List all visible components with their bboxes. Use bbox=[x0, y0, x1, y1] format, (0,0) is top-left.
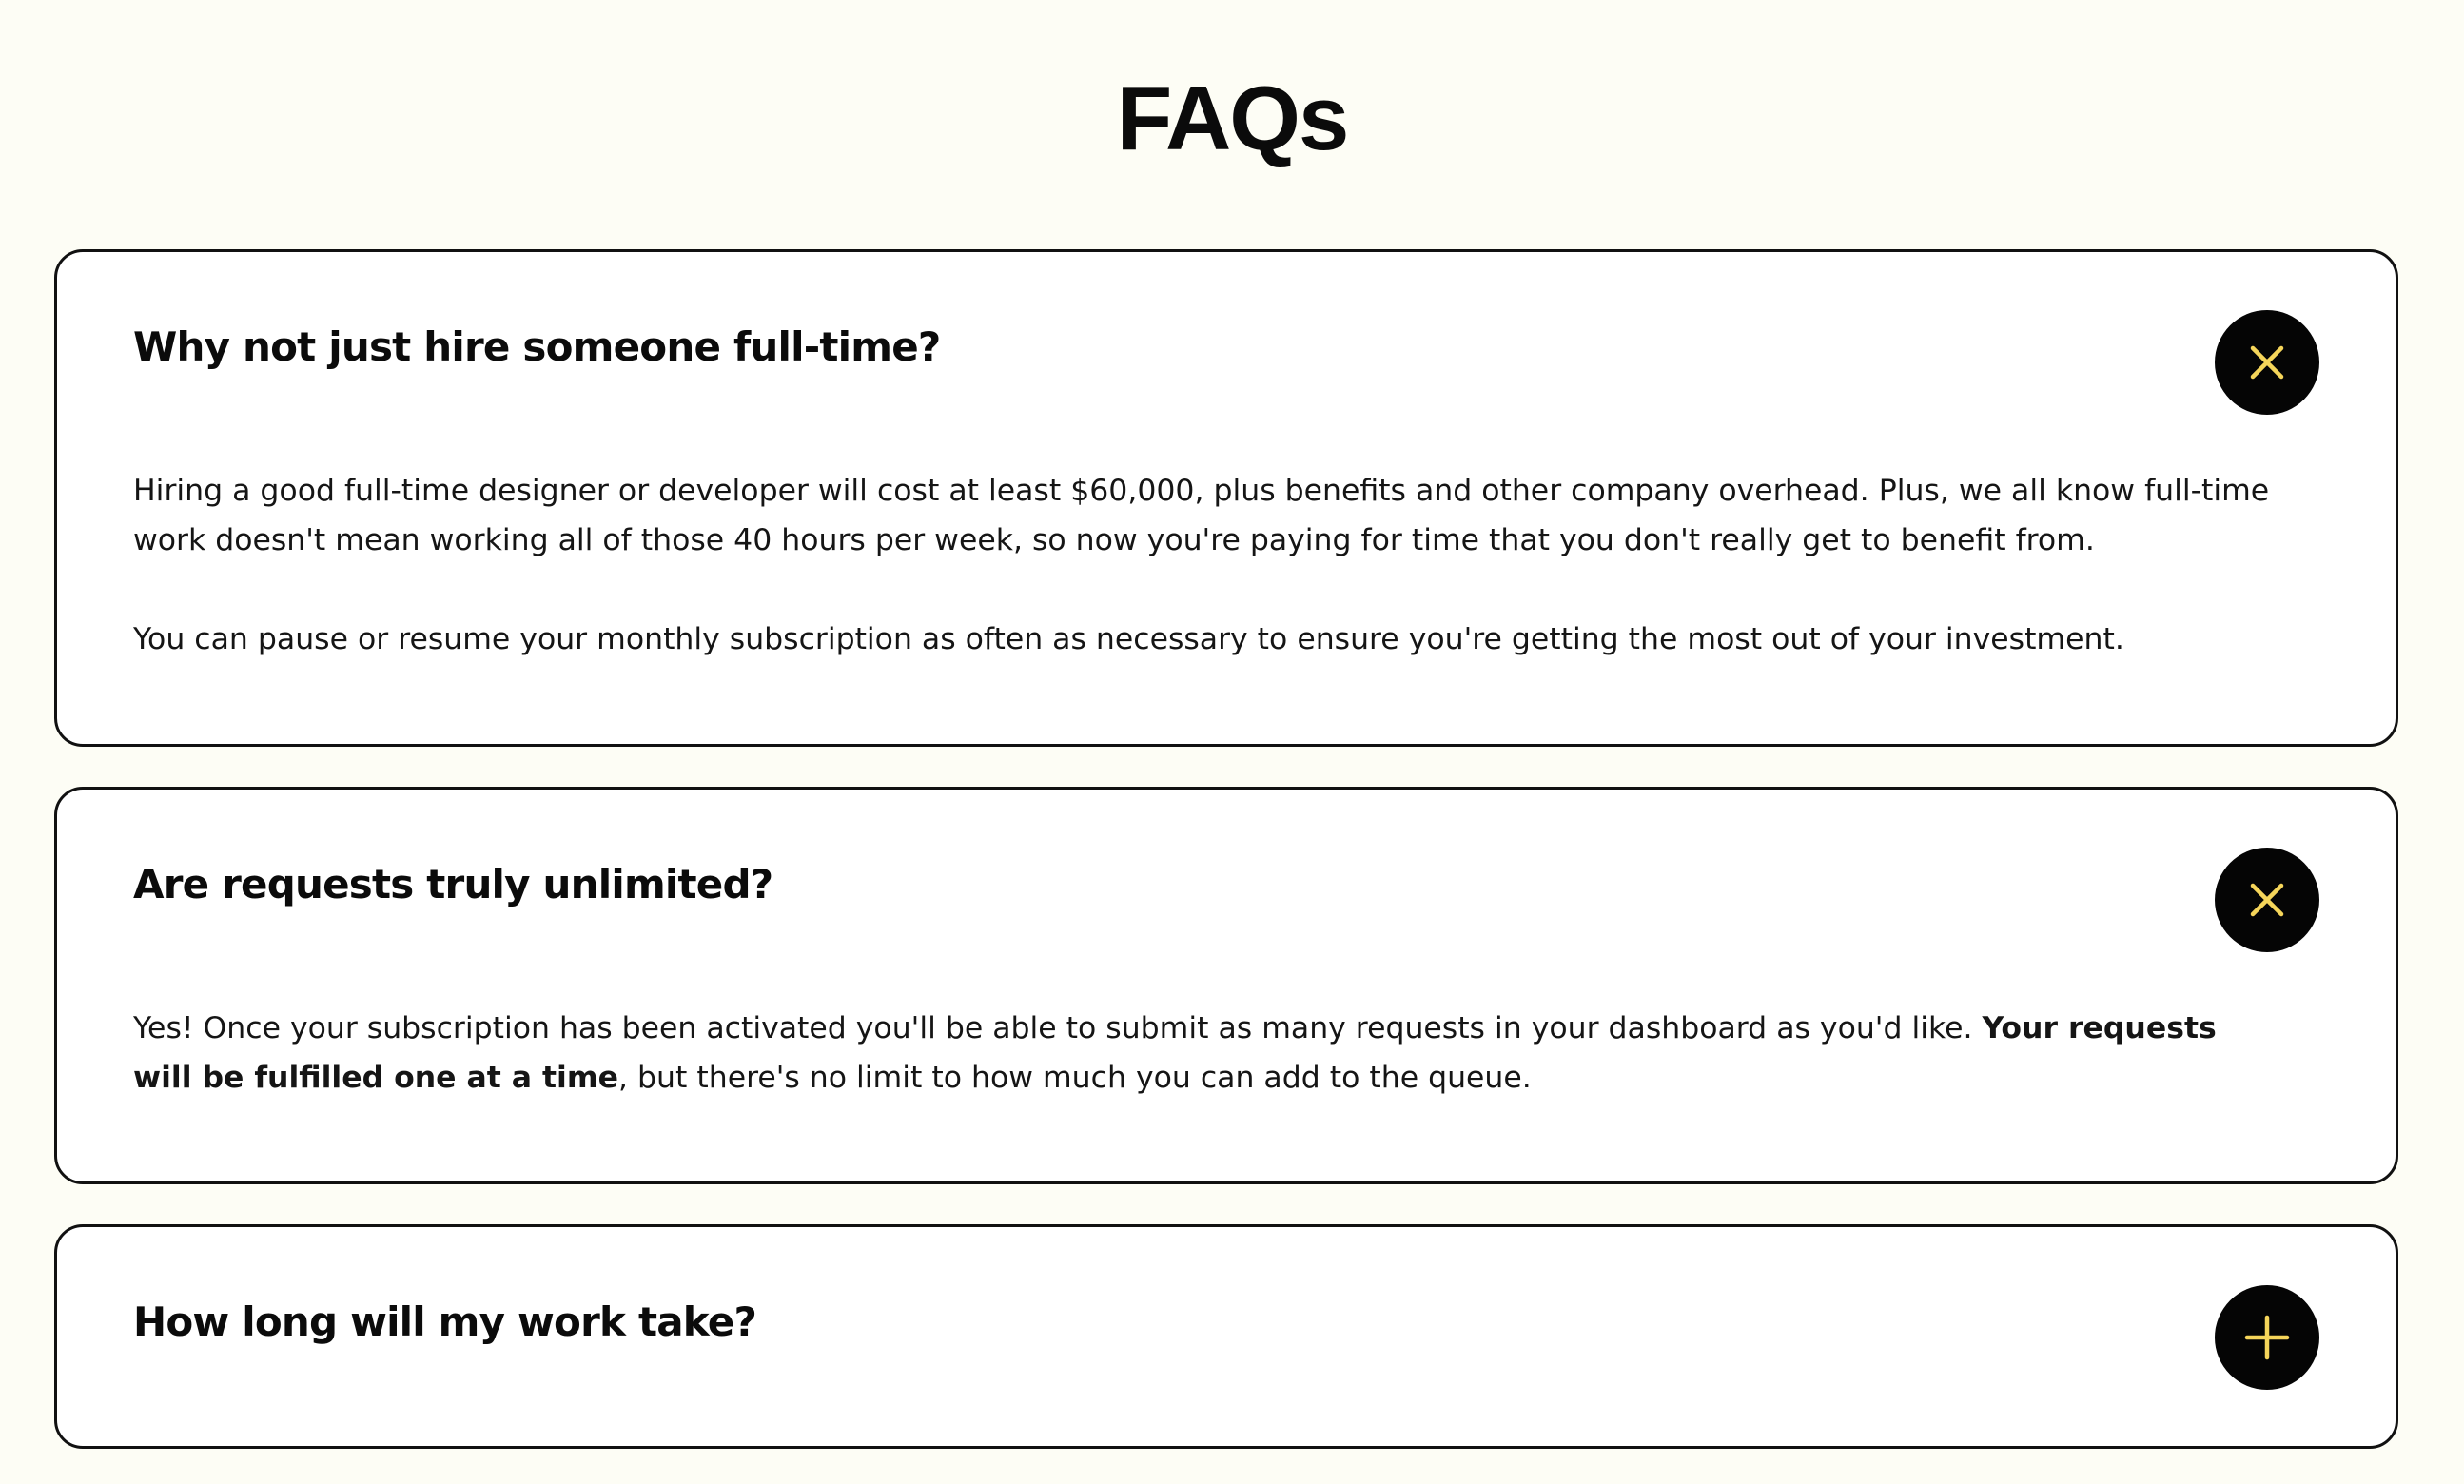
answer-paragraph: Hiring a good full-time designer or developer will cost at least $60,000, plus benefits and other company overhead. Plus, we all know full-time work doesn't mean working all of those 40 hours per week, so now you're paying for time that you don't really get to benefit from. bbox=[133, 474, 2270, 557]
answer-emphasis: Your requests will be fulfilled one at a time bbox=[133, 1011, 2217, 1095]
faq-item bbox=[54, 249, 2398, 747]
faq-toggle-button[interactable] bbox=[2215, 1285, 2319, 1390]
faq-question[interactable]: Are requests truly unlimited? bbox=[133, 861, 773, 908]
answer-text: , but there's no limit to how much you can add to the queue. bbox=[618, 1061, 1532, 1095]
faq-item bbox=[54, 1224, 2398, 1449]
page-title: FAQs bbox=[1116, 68, 1348, 169]
faq-toggle-button[interactable] bbox=[2215, 848, 2319, 952]
faq-question[interactable]: How long will my work take? bbox=[133, 1298, 757, 1345]
faq-item bbox=[54, 787, 2398, 1184]
close-icon bbox=[2241, 337, 2293, 388]
faq-toggle-button[interactable] bbox=[2215, 310, 2319, 415]
plus-icon bbox=[2241, 1312, 2293, 1363]
faq-answer bbox=[133, 466, 2283, 664]
faq-question[interactable]: Why not just hire someone full-time? bbox=[133, 323, 941, 370]
answer-paragraph: You can pause or resume your monthly subscription as often as necessary to ensure you're getting the most out of your investment. bbox=[133, 622, 2124, 656]
close-icon bbox=[2241, 874, 2293, 926]
answer-paragraph bbox=[133, 1004, 2283, 1103]
faq-answer bbox=[133, 1004, 2283, 1103]
answer-text: Yes! Once your subscription has been activated you'll be able to submit as many requests in your dashboard as you'd like. bbox=[133, 1011, 1983, 1045]
